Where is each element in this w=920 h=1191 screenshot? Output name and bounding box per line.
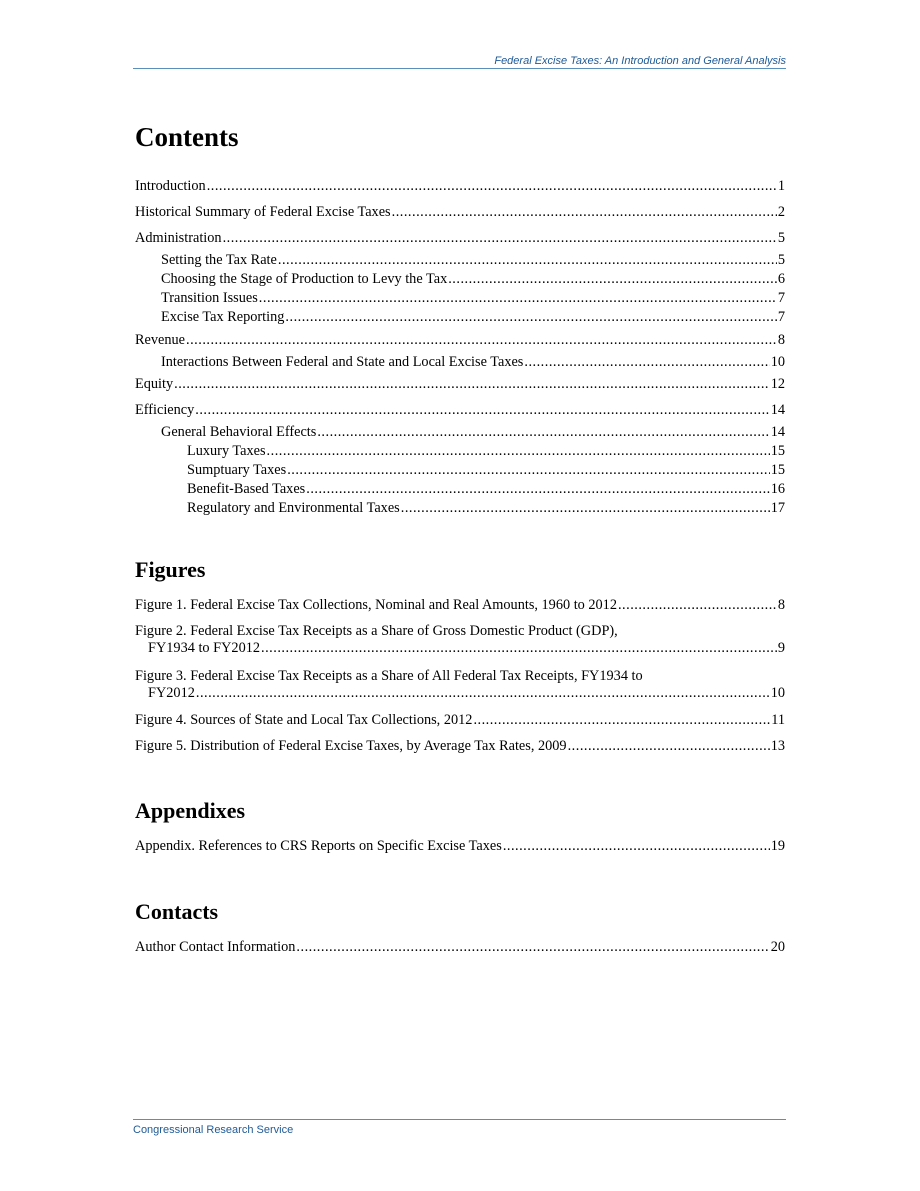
dot-leader	[401, 500, 770, 517]
dot-leader	[174, 376, 770, 393]
toc-entry-appendix[interactable]	[135, 838, 785, 855]
toc-entry-page: 8	[777, 597, 785, 613]
toc-entry-page: 11	[771, 712, 785, 728]
toc-entry-page: 6	[777, 271, 785, 287]
dot-leader	[261, 640, 777, 657]
contents-heading: Contents	[135, 122, 239, 152]
toc-entry-title-line1: Figure 3. Federal Excise Tax Receipts as a Share of All Federal Tax Receipts, FY1934 to	[135, 668, 643, 684]
toc-entry-title: Figure 1. Federal Excise Tax Collections, Nominal and Real Amounts, 1960 to 2012	[135, 597, 617, 613]
toc-entry-page: 5	[777, 230, 785, 246]
toc-entry-title: Excise Tax Reporting	[161, 309, 285, 325]
toc-entry-benefit-based-taxes[interactable]	[187, 481, 785, 498]
toc-entry-page: 14	[770, 402, 785, 418]
toc-entry-page: 10	[770, 685, 785, 701]
toc-entry-page: 14	[770, 424, 785, 440]
toc-entry-page: 19	[770, 838, 785, 854]
toc-entry-setting-tax-rate[interactable]	[161, 252, 785, 269]
toc-entry-title: Administration	[135, 230, 222, 246]
running-header: Federal Excise Taxes: An Introduction and General Analysis	[133, 54, 786, 69]
dot-leader	[317, 424, 769, 441]
toc-entry-title: Figure 5. Distribution of Federal Excise Taxes, by Average Tax Rates, 2009	[135, 738, 567, 754]
toc-entry-figure-1[interactable]	[135, 597, 785, 614]
toc-entry-page: 7	[777, 309, 785, 325]
toc-entry-page: 7	[777, 290, 785, 306]
dot-leader	[259, 290, 777, 307]
toc-entry-title: Efficiency	[135, 402, 195, 418]
toc-entry-title: Revenue	[135, 332, 186, 348]
toc-entry-page: 16	[770, 481, 785, 497]
toc-entry-page: 15	[770, 443, 785, 459]
toc-entry-title: Choosing the Stage of Production to Levy the Tax	[161, 271, 448, 287]
dot-leader	[207, 178, 777, 195]
dot-leader	[503, 838, 770, 855]
toc-entry-title-line1: Figure 2. Federal Excise Tax Receipts as a Share of Gross Domestic Product (GDP),	[135, 623, 618, 639]
toc-entry-luxury-taxes[interactable]	[187, 443, 785, 460]
toc-entry-historical-summary[interactable]	[135, 204, 785, 221]
dot-leader	[448, 271, 777, 288]
toc-entry-title: Historical Summary of Federal Excise Taxes	[135, 204, 391, 220]
toc-entry-page: 15	[770, 462, 785, 478]
toc-entry-title-line2: FY1934 to FY2012	[148, 640, 261, 656]
toc-entry-page: 13	[770, 738, 785, 754]
toc-entry-title: Introduction	[135, 178, 206, 194]
toc-entry-page: 1	[777, 178, 785, 194]
dot-leader	[278, 252, 777, 269]
toc-entry-title: Sumptuary Taxes	[187, 462, 287, 478]
toc-entry-sumptuary-taxes[interactable]	[187, 462, 785, 479]
toc-entry-excise-tax-reporting[interactable]	[161, 309, 785, 326]
toc-entry-title: Appendix. References to CRS Reports on Specific Excise Taxes	[135, 838, 502, 854]
toc-entry-page: 8	[777, 332, 785, 348]
contacts-heading: Contacts	[135, 899, 219, 924]
dot-leader	[524, 354, 769, 371]
toc-entry-title: Figure 4. Sources of State and Local Tax Collections, 2012	[135, 712, 473, 728]
dot-leader	[296, 939, 769, 956]
toc-entry-page: 9	[777, 640, 785, 656]
toc-entry-page: 20	[770, 939, 785, 955]
toc-entry-page: 17	[770, 500, 785, 516]
toc-entry-figure-5[interactable]	[135, 738, 785, 755]
figures-heading: Figures	[135, 557, 206, 582]
toc-entry-title-line2: FY2012	[148, 685, 195, 701]
toc-entry-page: 2	[777, 204, 785, 220]
toc-entry-title: Luxury Taxes	[187, 443, 266, 459]
dot-leader	[285, 309, 776, 326]
toc-entry-title: Setting the Tax Rate	[161, 252, 277, 268]
toc-entry-page: 12	[770, 376, 785, 392]
running-footer: Congressional Research Service	[133, 1119, 786, 1136]
toc-entry-general-behavioral-effects[interactable]	[161, 424, 785, 441]
dot-leader	[195, 402, 769, 419]
toc-entry-efficiency[interactable]	[135, 402, 785, 419]
toc-entry-page: 5	[777, 252, 785, 268]
dot-leader	[618, 597, 777, 614]
toc-entry-page: 10	[770, 354, 785, 370]
toc-entry-title: Transition Issues	[161, 290, 258, 306]
toc-entry-interactions[interactable]	[161, 354, 785, 371]
dot-leader	[568, 738, 770, 755]
toc-entry-administration[interactable]	[135, 230, 785, 247]
appendixes-heading: Appendixes	[135, 798, 246, 823]
toc-entry-figure-3[interactable]	[135, 668, 785, 702]
dot-leader	[267, 443, 770, 460]
toc-entry-title: Equity	[135, 376, 174, 392]
toc-entry-title: Interactions Between Federal and State and Local Excise Taxes	[161, 354, 524, 370]
toc-entry-regulatory-environmental[interactable]	[187, 500, 785, 517]
toc-entry-revenue[interactable]	[135, 332, 785, 349]
dot-leader	[196, 685, 770, 702]
toc-entry-choosing-stage[interactable]	[161, 271, 785, 288]
toc-entry-title: General Behavioral Effects	[161, 424, 317, 440]
toc-entry-title: Benefit-Based Taxes	[187, 481, 306, 497]
toc-entry-title: Author Contact Information	[135, 939, 296, 955]
dot-leader	[473, 712, 770, 729]
dot-leader	[223, 230, 777, 247]
toc-entry-introduction[interactable]	[135, 178, 785, 195]
toc-entry-transition-issues[interactable]	[161, 290, 785, 307]
toc-entry-author-contact[interactable]	[135, 939, 785, 956]
dot-leader	[392, 204, 777, 221]
dot-leader	[306, 481, 769, 498]
toc-entry-title: Regulatory and Environmental Taxes	[187, 500, 400, 516]
dot-leader	[287, 462, 770, 479]
toc-entry-figure-4[interactable]	[135, 712, 785, 729]
toc-entry-figure-2[interactable]	[135, 623, 785, 657]
toc-entry-equity[interactable]	[135, 376, 785, 393]
dot-leader	[186, 332, 777, 349]
